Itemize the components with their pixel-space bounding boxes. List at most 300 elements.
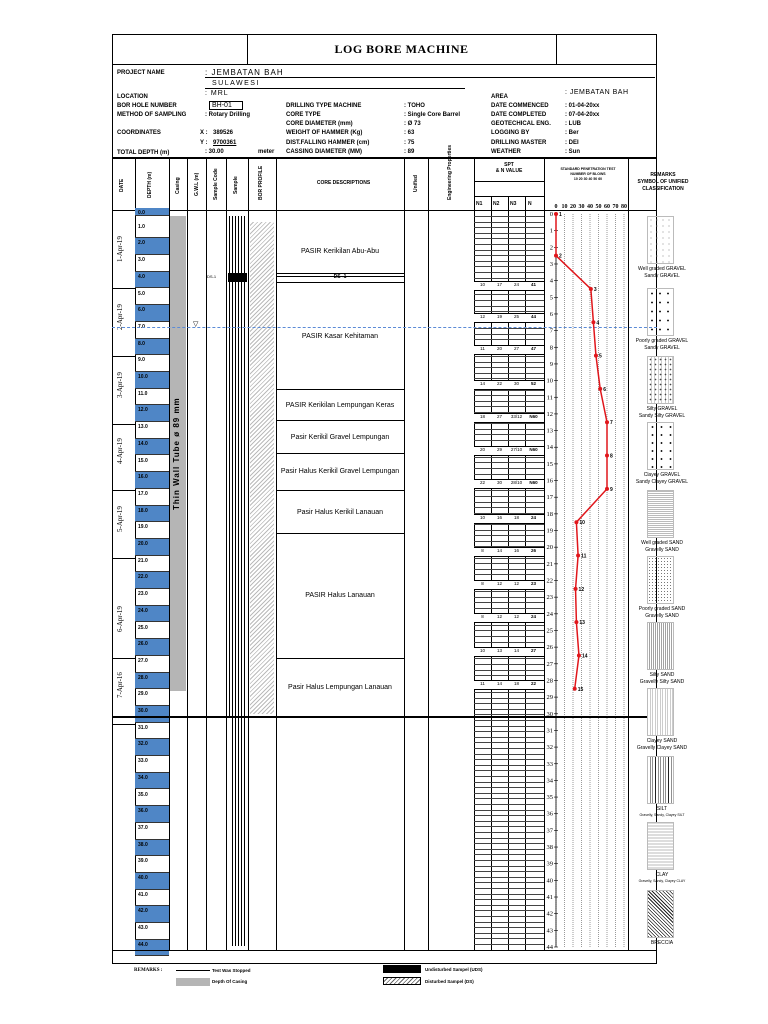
master-value: : DEI (565, 140, 579, 146)
col-n: N (528, 201, 532, 207)
spt-grid-line (474, 793, 544, 794)
y-tick-label: 9 (549, 360, 553, 368)
y-tick-label: 23 (546, 594, 553, 602)
spt-grid-line (474, 849, 544, 850)
spt-grid-line (474, 591, 544, 592)
spt-grid-line (474, 625, 544, 626)
divider (112, 158, 657, 159)
col-eng-props: Engineering Properties (447, 144, 453, 200)
depth-cell: 4.0 (135, 272, 169, 289)
spt-grid-line (474, 406, 544, 407)
spt-grid-line (474, 216, 544, 217)
depth-cell: 5.0 (135, 289, 169, 306)
y-tick-label: 6 (549, 310, 553, 318)
col-casing: Casing (175, 177, 181, 194)
spt-point (574, 587, 578, 591)
spt-grid-line (474, 440, 544, 441)
legend-label: CLAY (655, 872, 669, 878)
y-tick-label: 24 (546, 610, 553, 618)
spt-grid-line (474, 754, 544, 755)
geo-eng-value: : LUB (565, 121, 582, 127)
spt-grid-line (474, 776, 544, 777)
col-n-value: & N VALUE (495, 168, 523, 174)
y-value: 9700361 (213, 140, 237, 146)
date-completed-value: : 07-04-20xx (565, 112, 600, 118)
spt-cell: 12 (513, 581, 519, 586)
spt-grid-line (474, 272, 544, 273)
y-tick-label: 13 (546, 427, 553, 435)
spt-grid-line (474, 703, 544, 704)
legend-label: Well graded GRAVEL (638, 266, 686, 272)
spt-grid-line (474, 882, 544, 883)
col-symbol: SYMBOL OF UNIFIED (637, 179, 689, 185)
core-description: PASIR Kasar Kehitaman (276, 283, 404, 390)
spt-grid-line (474, 356, 544, 357)
sample-code: DS-1 (207, 274, 217, 279)
x-tick-label: 20 (570, 204, 576, 210)
spt-cell: 20 (496, 346, 502, 351)
spt-grid-line (474, 670, 544, 671)
depth-cell: 18.0 (135, 506, 169, 523)
core-type-value: : Single Core Barrel (404, 112, 461, 118)
x-tick-label: 60 (604, 204, 610, 210)
footer-uds: Undisturbed Sampel (UDS) (425, 967, 483, 972)
divider (556, 34, 557, 64)
logging-label: LOGGING BY (491, 130, 530, 136)
spt-grid-line (474, 328, 544, 329)
legend-swatch (647, 890, 674, 938)
spt-point-label: 2 (559, 253, 562, 260)
spt-grid-line (474, 362, 544, 363)
depth-cell: 35.0 (135, 790, 169, 807)
y-label: Y : (200, 140, 208, 146)
spt-grid-line (474, 664, 544, 665)
spt-grid-line (474, 502, 544, 503)
col-spt: SPT (504, 162, 514, 168)
depth-cell: 27.0 (135, 656, 169, 673)
core-description: PASIR Halus Lanauan (276, 532, 404, 659)
ds-swatch (383, 977, 421, 985)
spt-point-label: 6 (603, 386, 606, 393)
divider (226, 158, 227, 950)
spt-grid-line (474, 742, 544, 743)
footer-ds: Disturbed Sampel (DS) (425, 979, 474, 984)
col-bor-profile: BOR PROFILE (258, 165, 264, 200)
core-description: Pasir Halus Kerikil Lanauan (276, 491, 404, 534)
depth-cell: 42.0 (135, 906, 169, 923)
spt-point (554, 212, 558, 216)
location-label: LOCATION (117, 94, 148, 100)
depth-cell: 0.0 (135, 208, 169, 216)
spt-cell: 10 (479, 515, 485, 520)
legend-swatch (647, 556, 674, 604)
spt-grid-line (474, 905, 544, 906)
spt-grid-line (474, 266, 544, 267)
spt-grid-line (474, 658, 544, 659)
spt-grid-line (474, 395, 544, 396)
master-text: DEI (568, 140, 579, 146)
col-remarks: REMARKS (650, 172, 676, 178)
geo-eng-text: LUB (568, 121, 582, 127)
spt-cell: 27 (513, 346, 519, 351)
spt-point-label: 13 (579, 620, 585, 627)
spt-point (554, 254, 558, 258)
footer-remarks: REMARKS : (134, 968, 163, 973)
spt-grid-line (474, 720, 544, 721)
y-tick-label: 4 (549, 277, 553, 285)
col-unified: Unified (413, 175, 419, 192)
y-tick-label: 40 (546, 877, 553, 885)
y-tick-label: 35 (546, 794, 553, 802)
date-commenced-text: 01-04-20xx (568, 103, 600, 109)
y-tick-label: 38 (546, 844, 553, 852)
spt-point (576, 554, 580, 558)
spt-grid-line (474, 294, 544, 295)
y-tick-label: 10 (546, 377, 553, 385)
y-tick-label: 43 (546, 927, 553, 935)
area-value: : JEMBATAN BAH (565, 89, 629, 96)
depth-cell: 19.0 (135, 522, 169, 539)
spt-point-label: 5 (598, 353, 602, 360)
y-tick-label: 12 (546, 410, 553, 418)
legend-swatch (647, 216, 674, 264)
x-tick-label: 40 (587, 204, 593, 210)
spt-grid-line (474, 810, 544, 811)
core-diameter-text: Ø 73 (407, 121, 421, 127)
spt-point-label: 10 (579, 520, 585, 527)
spt-grid-line (474, 832, 544, 833)
depth-cell: 1.0 (135, 222, 169, 239)
legend-label: Silty SAND (649, 672, 675, 678)
legend-swatch (647, 756, 674, 804)
spt-grid-line (474, 541, 544, 542)
spt-grid-line (474, 922, 544, 923)
depth-cell: 43.0 (135, 923, 169, 940)
depth-cell: 36.0 (135, 806, 169, 823)
divider (187, 158, 188, 950)
spt-point (574, 520, 578, 524)
spt-grid-line (474, 866, 544, 867)
undisturbed-sample-block (228, 273, 247, 282)
date-divider (112, 658, 135, 659)
spt-grid-line (474, 367, 544, 368)
spt-cell: 18 (513, 681, 519, 686)
depth-casing-swatch (176, 978, 210, 986)
spt-cell: 22 (479, 480, 485, 485)
col-classif: CLASSIFICATION (642, 186, 684, 192)
core-type-label: CORE TYPE (286, 112, 321, 118)
spt-grid-line (474, 238, 544, 239)
core-diameter-value: : Ø 73 (404, 121, 421, 127)
y-tick-label: 5 (549, 294, 553, 302)
spt-cell: 30 (496, 480, 502, 485)
spt-grid-line (474, 770, 544, 771)
spt-cell: 47 (530, 346, 536, 351)
core-description: Pasir Kerikil Gravel Lempungan (276, 421, 404, 454)
depth-cell: 22.0 (135, 572, 169, 589)
depth-cell: 25.0 (135, 623, 169, 640)
spt-grid-line (474, 782, 544, 783)
spt-cell: 10 (479, 282, 485, 287)
date-divider (112, 724, 135, 725)
weather-text: Sun (568, 149, 581, 155)
spt-grid-line (474, 871, 544, 872)
date-completed-text: 07-04-20xx (568, 112, 600, 118)
date-commenced-value: : 01-04-20xx (565, 103, 600, 109)
spt-grid-line (474, 558, 544, 559)
spt-grid-line (474, 373, 544, 374)
spt-cell: N60 (529, 414, 538, 419)
spt-cell: 44 (530, 314, 536, 319)
depth-cell: 8.0 (135, 339, 169, 356)
spt-grid-line (474, 250, 544, 251)
spt-points (554, 212, 613, 693)
depth-cell: 3.0 (135, 255, 169, 272)
spt-grid-line (474, 815, 544, 816)
legend-swatch (647, 422, 674, 470)
legend-sublabel: Gravelly Silty SAND (639, 679, 685, 685)
col-sample: Sample (233, 176, 239, 194)
spt-cell: 24 (530, 614, 536, 619)
falling-value: : 75 (404, 140, 415, 146)
spt-grid-line (474, 222, 544, 223)
legend-swatch (647, 490, 674, 538)
date-commenced-label: DATE COMMENCED (491, 103, 549, 109)
spt-cell: 14 (513, 648, 519, 653)
legend-sublabel: Gravelly, Sandy, Clayey SILT (639, 813, 685, 817)
bore-profile-hatch (250, 222, 274, 714)
legend-sublabel: Gravelly, Sandy, Clayey CLAY (638, 879, 686, 883)
spt-point-label: 4 (596, 320, 600, 327)
spt-point (573, 687, 577, 691)
legend-swatch (647, 356, 674, 404)
y-tick-label: 41 (546, 894, 553, 902)
x-tick-label: 0 (554, 204, 558, 210)
depth-cell: 20.0 (135, 539, 169, 556)
spt-grid-line (474, 490, 544, 491)
footer-test-stopped: Test Was Stopped (212, 968, 251, 973)
divider (205, 77, 655, 78)
depth-cell: 34.0 (135, 773, 169, 790)
total-depth-number: 30.00 (208, 149, 224, 155)
legend-label: BRECCIA (650, 940, 674, 946)
spt-cell: 10 (479, 648, 485, 653)
date-divider (112, 558, 135, 559)
depth-cell: 38.0 (135, 840, 169, 857)
spt-grid-line (474, 496, 544, 497)
spt-grid-line (474, 804, 544, 805)
spt-point-label: 11 (581, 553, 587, 560)
drilling-type-label: DRILLING TYPE MACHINE (286, 103, 362, 109)
spt-grid-line (474, 843, 544, 844)
spt-grid-line (474, 675, 544, 676)
legend-sublabel: Gravelly Clayey SAND (636, 745, 688, 751)
y-tick-label: 27 (546, 660, 553, 668)
spt-grid-line (474, 636, 544, 637)
page-title: LOG BORE MACHINE (334, 42, 469, 56)
date-label: 4-Apr-19 (116, 438, 124, 464)
gwl-marker-icon: ▽ (193, 321, 199, 328)
test-stopped-swatch (176, 970, 210, 971)
legend-label: Silty GRAVEL (646, 406, 678, 412)
legend-sublabel: Sandy GRAVEL (644, 273, 680, 279)
col-n1: N1 (476, 201, 483, 207)
spt-cell: N60 (529, 447, 538, 452)
legend-sublabel: Gravelly SAND (645, 547, 679, 553)
depth-cell: 13.0 (135, 422, 169, 439)
spt-grid-line (474, 233, 544, 234)
total-depth-label: TOTAL DEPTH (m) (117, 150, 170, 156)
ds-label: DS -1 (333, 274, 347, 280)
depth-cell: 33.0 (135, 756, 169, 773)
spt-grid-line (474, 339, 544, 340)
spt-grid-line (474, 306, 544, 307)
spt-grid-line (474, 877, 544, 878)
date-label: 3-Apr-19 (116, 372, 124, 398)
grid-line (238, 216, 239, 946)
spt-cell: 18 (479, 414, 485, 419)
legend-swatch (647, 288, 674, 336)
grid-line (235, 216, 236, 946)
spt-cell: 11 (480, 346, 485, 351)
spt-point (577, 653, 581, 657)
spt-grid-line (474, 927, 544, 928)
divider (205, 88, 465, 89)
depth-cell: 44.0 (135, 940, 169, 957)
spt-point (598, 387, 602, 391)
col-date: DATE (119, 178, 125, 192)
y-tick-label: 22 (546, 577, 553, 585)
spt-grid-line (474, 227, 544, 228)
depth-cell: 40.0 (135, 873, 169, 890)
spt-grid-line (474, 630, 544, 631)
chart-ticks (547, 204, 628, 950)
y-tick-label: 32 (546, 744, 553, 752)
weather-value: : Sun (565, 149, 581, 155)
hammer-weight-text: 63 (407, 130, 415, 136)
spt-cell: 24 (530, 515, 536, 520)
col-n3: N3 (510, 201, 517, 207)
y-tick-label: 33 (546, 760, 553, 768)
spt-line (556, 214, 607, 689)
spt-grid-line (474, 709, 544, 710)
spt-grid-line (474, 255, 544, 256)
depth-cell: 24.0 (135, 606, 169, 623)
y-tick-label: 42 (546, 910, 553, 918)
casing-label: CASSING DIAMETER (MM) (286, 149, 362, 155)
col-n2: N2 (493, 201, 500, 207)
depth-cell: 32.0 (135, 739, 169, 756)
spt-point (574, 620, 578, 624)
spt-cell: 12 (513, 614, 519, 619)
spt-grid-line (474, 821, 544, 822)
spt-grid-line (474, 894, 544, 895)
spt-grid-line (474, 731, 544, 732)
date-divider (112, 356, 135, 357)
date-label: 1-Apr-19 (116, 236, 124, 262)
location-value: : MRL (205, 90, 229, 97)
date-label: 5-Apr-19 (116, 506, 124, 532)
depth-cell: 26.0 (135, 639, 169, 656)
total-depth-unit: meter (258, 149, 275, 155)
divider (474, 181, 544, 182)
spt-cell: 18 (513, 515, 519, 520)
x-tick-label: 30 (578, 204, 585, 210)
spt-cell: 24 (513, 282, 519, 287)
footer-depth-casing: Depth Of Casing (212, 979, 248, 984)
core-description: PASIR Kerikilan Abu-Abu (276, 226, 404, 277)
depth-cell: 41.0 (135, 890, 169, 907)
spt-point-label: 9 (610, 486, 613, 493)
spt-grid-line (474, 944, 544, 945)
spt-grid-line (474, 334, 544, 335)
y-tick-label: 25 (546, 627, 553, 635)
uds-swatch (383, 965, 421, 973)
depth-cell: 9.0 (135, 355, 169, 372)
method-value: : Rotary Drilling (205, 112, 251, 118)
spt-cell: 29 (496, 447, 502, 452)
col-spt-test: STANDARD PENETRATION TEST (560, 167, 616, 171)
spt-grid-line (474, 698, 544, 699)
legend-sublabel: Sandy Clayey GRAVEL (635, 479, 689, 485)
hammer-weight-value: : 63 (404, 130, 415, 136)
legend-sublabel: Sandy Silty GRAVEL (638, 413, 686, 419)
spt-cell: 12 (496, 581, 502, 586)
depth-cell: 23.0 (135, 589, 169, 606)
depth-cell: 16.0 (135, 472, 169, 489)
y-tick-label: 14 (546, 444, 553, 452)
divider (404, 158, 405, 950)
project-name-label: PROJECT NAME (117, 70, 165, 76)
spt-point-label: 14 (581, 653, 588, 660)
spt-grid-line (474, 838, 544, 839)
spt-cell: 19 (496, 314, 502, 319)
col-sample-code: Sample Code (213, 168, 219, 200)
spt-grid-line (474, 457, 544, 458)
falling-text: 75 (407, 140, 415, 146)
project-name-value: : JEMBATAN BAH (205, 68, 284, 77)
spt-cell: 25 (513, 314, 519, 319)
divider (248, 158, 249, 950)
spt-point-label: 7 (610, 420, 613, 427)
y-tick-label: 15 (546, 460, 553, 468)
master-label: DRILLING MASTER (491, 140, 547, 146)
spt-cell: 23 (530, 581, 536, 586)
spt-cell: 17 (496, 282, 502, 287)
y-tick-label: 30 (546, 710, 553, 718)
y-tick-label: 0 (549, 211, 553, 218)
depth-cell: 6.0 (135, 305, 169, 322)
legend-label: SILT (656, 806, 668, 812)
depth-cell: 37.0 (135, 823, 169, 840)
spt-cell: 20 (479, 447, 485, 452)
y-tick-label: 44 (546, 944, 553, 950)
depth-cell: 28.0 (135, 673, 169, 690)
date-completed-label: DATE COMPLETED (491, 112, 547, 118)
spt-grid-line (474, 530, 544, 531)
x-value: 389526 (213, 130, 234, 136)
col-core-desc: CORE DESCRIPTIONS (316, 180, 371, 186)
spt-grid-line (474, 888, 544, 889)
depth-cell: 21.0 (135, 556, 169, 573)
spt-cell: 27 (496, 414, 502, 419)
spt-cell: 16 (513, 548, 519, 553)
core-description: PASIR Kerikilan Lempungan Keras (276, 390, 404, 421)
spt-grid-line (474, 854, 544, 855)
grid-line (232, 216, 233, 946)
spt-grid-line (474, 899, 544, 900)
x-tick-label: 10 (561, 204, 568, 210)
